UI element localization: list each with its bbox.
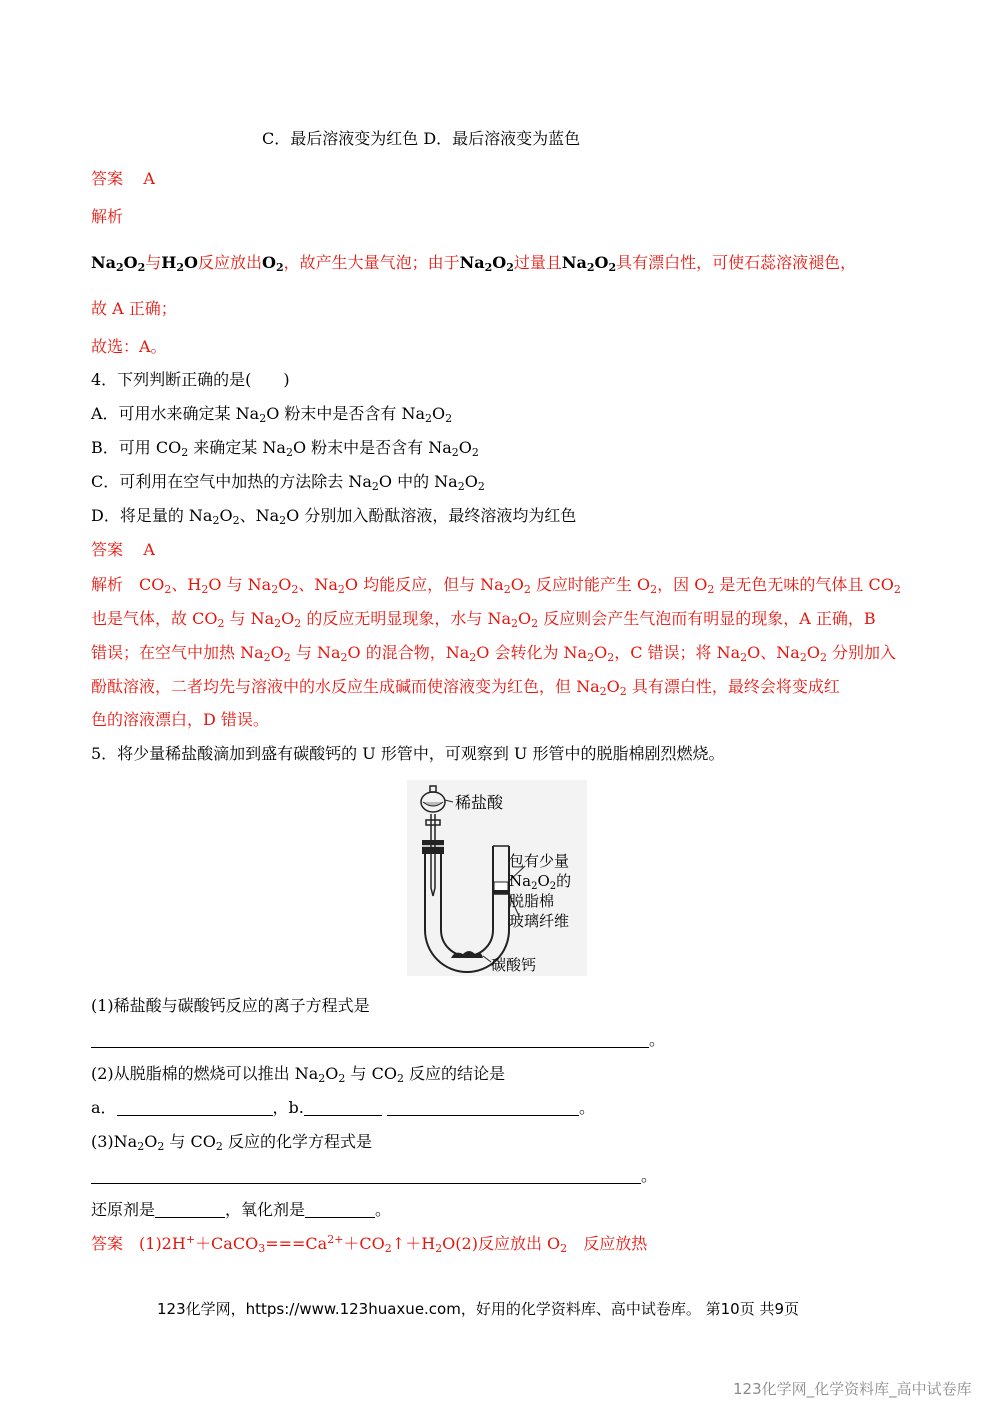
q5-agents-line: 还原剂是 ，氧化剂是 。 <box>91 1200 392 1219</box>
q4-option-d: D．将足量的 $Na_2O_2$、$Na_2O$ 分别加入酚酞溶液，最终溶液均为红色 <box>91 506 577 527</box>
blank-b2[interactable] <box>387 1099 579 1116</box>
q5-answer: 答案 $(1)2H^++CaCO_3===Ca^{2+}+CO_2↑+H_2O(2)$反应放出 $O_2$ 反应放热 <box>91 1233 648 1255</box>
blank-line[interactable] <box>91 1167 641 1184</box>
q5-stem: 5．将少量稀盐酸滴加到盛有碳酸钙的 U 形管中，可观察到 U 形管中的脱脂棉剧烈燃烧。 <box>91 744 725 763</box>
q4-stem: 4．下列判断正确的是( ) <box>91 370 290 389</box>
q5-part3: $(3)Na_2O_2$ 与 $CO_2$ 反应的化学方程式是 <box>91 1132 372 1153</box>
q4-option-b: B．可用 $CO_2$ 来确定某 $Na_2O$ 粉末中是否含有 $Na_2O_2$ <box>91 438 479 459</box>
label-cotton-line1: 包有少量 <box>509 852 570 870</box>
label-caco3: 碳酸钙 <box>491 956 537 974</box>
q4-option-a: A．可用水来确定某 $Na_2O$ 粉末中是否含有 $Na_2O_2$ <box>91 404 453 425</box>
blank-b1[interactable] <box>304 1099 382 1116</box>
site-watermark: 123化学网_化学资料库_高中试卷库 <box>733 1380 972 1398</box>
u-tube-apparatus-figure <box>407 780 587 976</box>
q4-explanation-line1: 解析 $CO_2$、$H_2O$ 与 $Na_2O_2$、$Na_2O$ 均能反应，但与 $Na_2O_2$ 反应时能产生 $O_2$，因 $O_2$ 是无色无味的气体且 $CO_2$ <box>91 575 901 596</box>
q3-analysis-label: 解析 <box>91 207 124 226</box>
q4-explanation-line2: 也是气体，故 $CO_2$ 与 $Na_2O_2$ 的反应无明显现象，水与 $Na_2O_2$ 反应则会产生气泡而有明显的现象，A 正确，B <box>91 609 876 630</box>
q3-option-cd: C．最后溶液变为红色 D．最后溶液变为蓝色 <box>262 129 581 148</box>
q4-explanation-line5: 色的溶液漂白，D 错误。 <box>91 710 269 729</box>
u-tube-diagram <box>407 780 587 976</box>
blank-oxidant[interactable] <box>305 1201 375 1218</box>
q5-part2: (2)从脱脂棉的燃烧可以推出 $Na_2O_2$ 与 $CO_2$ 反应的结论是 <box>91 1064 506 1085</box>
blank-line[interactable] <box>91 1031 649 1048</box>
q5-part2-answer-line: a． ，b. 。 <box>91 1098 595 1117</box>
q4-answer <box>91 539 155 561</box>
q5-part1-answer-line: 。 <box>91 1029 665 1051</box>
label-dilute-hcl: 稀盐酸 <box>455 793 504 812</box>
label-glass-fiber: 玻璃纤维 <box>509 912 570 930</box>
blank-reductant[interactable] <box>155 1201 225 1218</box>
answer-value: A <box>143 540 155 559</box>
q4-option-c: C．可利用在空气中加热的方法除去 $Na_2O$ 中的 $Na_2O_2$ <box>91 472 485 493</box>
q5-part3-answer-line: 。 <box>91 1165 657 1187</box>
q4-explanation-line4: 酚酞溶液，二者均先与溶液中的水反应生成碱而使溶液变为红色，但 $Na_2O_2$ 具有漂白性，最终会将变成红 <box>91 677 840 698</box>
q4-explanation-line3: 错误；在空气中加热 $Na_2O_2$ 与 $Na_2O$ 的混合物，$Na_2O$ 会转化为 $Na_2O_2$，C 错误；将 $Na_2O$、$Na_2O_2$ 分别加入 <box>91 643 897 664</box>
answer-label: 答案 <box>91 169 124 188</box>
q3-answer <box>91 168 155 190</box>
q5-part1: (1)稀盐酸与碳酸钙反应的离子方程式是 <box>91 996 370 1015</box>
blank-a[interactable] <box>117 1099 273 1116</box>
q3-explanation-line2: 故 A 正确； <box>91 299 177 318</box>
q3-conclusion: 故选：A。 <box>91 337 167 356</box>
label-cotton-line2: $Na_2O_2$的 <box>509 872 572 892</box>
q3-explanation-line1: $Na_2O_2$与$H_2O$反应放出$O_2$，故产生大量气泡；由于$Na_2O_2$过量且$Na_2O_2$具有漂白性，可使石蕊溶液褪色， <box>91 253 857 274</box>
answer-label: 答案 <box>91 540 124 559</box>
label-cotton-line3: 脱脂棉 <box>509 892 555 910</box>
answer-value: A <box>143 169 155 188</box>
page-footer: 123化学网，https://www.123huaxue.com，好用的化学资料库、高中试卷库。 第10页 共9页 <box>157 1300 800 1318</box>
